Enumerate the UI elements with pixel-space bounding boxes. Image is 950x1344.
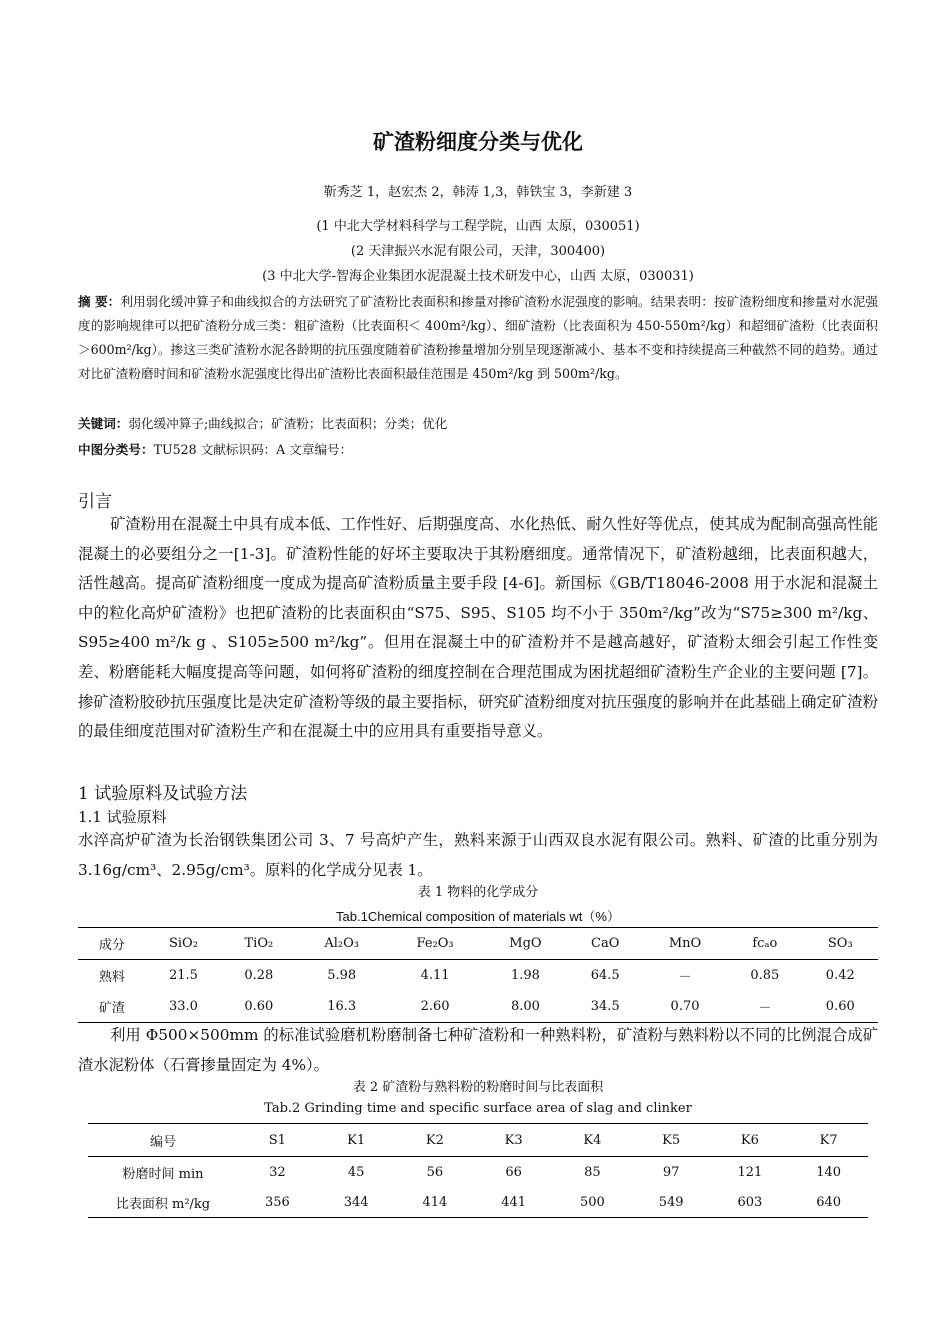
table-cell: 85	[584, 1164, 601, 1180]
table-row	[88, 1187, 868, 1218]
table1-caption-cn: 表 1 物料的化学成分	[417, 885, 539, 900]
table-cell: 0.85	[750, 968, 780, 983]
table1-header-cell: 成分	[78, 928, 146, 960]
table2-header-cell: K4	[553, 1124, 632, 1157]
table-cell: 34.5	[590, 999, 620, 1014]
table-cell: －	[758, 1001, 772, 1016]
table1-header-cell: SO₃	[803, 928, 878, 960]
table-cell: －	[678, 970, 692, 985]
paragraph-2-text: 利用 Φ500×500mm 的标准试验磨机粉磨制备七种矿渣粉和一种熟料粉，矿渣粉与熟料粉以不同的比例混合成矿渣水泥粉体（石膏掺量固定为 4%）。	[78, 1026, 878, 1074]
table-cell: 140	[816, 1164, 842, 1180]
table1	[78, 927, 878, 1023]
abstract-label: 摘 要：	[78, 294, 121, 309]
table2-caption-cn: 表 2 矿渣粉与熟料粉的粉磨时间与比表面积	[352, 1080, 604, 1095]
table2-header-cell: K5	[632, 1124, 711, 1157]
abstract	[78, 290, 878, 386]
table-cell: 344	[343, 1194, 369, 1210]
section1-1-heading: 1.1 试验原料	[78, 808, 167, 826]
table1-header-cell: Fe₂O₃	[387, 928, 484, 960]
table-cell: 21.5	[168, 968, 198, 983]
table-cell: 549	[658, 1194, 684, 1210]
table1-header-cell: TiO₂	[221, 928, 296, 960]
table2-header-cell: S1	[238, 1124, 317, 1157]
table-row	[78, 991, 878, 1023]
table2-header-cell: 编号	[88, 1124, 238, 1157]
table-cell: 603	[737, 1194, 763, 1210]
table1-header-cell: MnO	[643, 928, 727, 960]
table-cell: 33.0	[168, 999, 198, 1014]
table-cell: 414	[422, 1194, 448, 1210]
table-cell: 5.98	[327, 968, 357, 983]
section1-1-text: 水淬高炉矿渣为长治钢铁集团公司 3、7 号高炉产生，熟料来源于山西双良水泥有限公司。熟料、矿渣的比重分别为 3.16g/cm³、2.95g/cm³。原料的化学成分见表 1。	[78, 831, 878, 879]
table1-header-cell: CaO	[568, 928, 643, 960]
table2-header-cell: K6	[711, 1124, 790, 1157]
table2-header-cell: K7	[789, 1124, 868, 1157]
section1-heading: 1 试验原料及试验方法	[78, 784, 248, 804]
affiliation-3: (3 中北大学-智海企业集团水泥混凝土技术研发中心，山西 太原，030031)	[262, 269, 694, 284]
classification-label: 中图分类号：	[78, 442, 154, 457]
paragraph-2	[78, 1021, 878, 1080]
table2-header-cell: K2	[396, 1124, 475, 1157]
classification-text: TU528 文献标识码：A 文章编号：	[153, 442, 353, 457]
table1-caption-en: Tab.1Chemical composition of materials wt（%）	[336, 909, 620, 924]
table-cell: 441	[501, 1194, 527, 1210]
table-row	[88, 1157, 868, 1188]
table1-header-cell: MgO	[483, 928, 567, 960]
table-cell: 8.00	[510, 999, 540, 1014]
intro-text: 矿渣粉用在混凝土中具有成本低、工作性好、后期强度高、水化热低、耐久性好等优点，使其成为配制高强高性能混凝土的必要组分之一[1-3]。矿渣粉性能的好坏主要取决于其粉磨细度。通常情况下，矿渣粉越细，比表面积越大，活性越高。提高矿渣粉细度一度成为提高矿渣粉质量主要手段 [4-6]。新国标《GB/T18046-2008 用于水泥和混凝土中的粒化高炉矿渣粉》也把矿渣粉的比表面积由“S75、S95、S105 均不小于 350m²/kg”改为“S75≥300 m²/kg、S95≥400 m²/k g 、S105≥500 m²/kg”。但用在混凝土中的矿渣粉并不是越高越好，矿渣粉太细会引起工作性变差、粉磨能耗大幅度提高等问题，如何将矿渣粉的细度控制在合理范围成为困扰超细矿渣粉生产企业的主要问题 [7]。掺矿渣粉胶砂抗压强度比是决定矿渣粉等级的最主要指标，研究矿渣粉细度对抗压强度的影响并在此基础上确定矿渣粉的最佳细度范围对矿渣粉生产和在混凝土中的应用具有重要指导意义。	[78, 515, 878, 741]
table-cell: 熟料	[98, 970, 125, 985]
affiliation-2: (2 天津振兴水泥有限公司，天津，300400)	[350, 244, 606, 259]
classification	[78, 439, 878, 458]
table1-header-cell: fcₐo	[727, 928, 802, 960]
table-cell: 56	[426, 1164, 444, 1180]
table2-caption-en: Tab.2 Grinding time and specific surface area of slag and clinker	[264, 1101, 692, 1116]
table1-header-cell: Al₂O₃	[297, 928, 387, 960]
table-cell: 比表面积 m²/kg	[115, 1196, 211, 1212]
table-cell: 0.60	[825, 999, 855, 1014]
intro-heading: 引言	[78, 492, 112, 512]
table-cell: 0.42	[825, 968, 855, 983]
table-cell: 640	[816, 1194, 842, 1210]
table-cell: 97	[662, 1164, 680, 1180]
table-cell: 矿渣	[98, 1001, 125, 1016]
table-cell: 1.98	[510, 968, 540, 983]
table-cell: 粉磨时间 min	[122, 1166, 204, 1182]
affiliation-1: (1 中北大学材料科学与工程学院，山西 太原，030051)	[316, 219, 640, 234]
table-cell: 64.5	[590, 968, 620, 983]
table2-header-cell: K3	[474, 1124, 553, 1157]
keywords-label: 关键词：	[78, 416, 129, 431]
keywords	[78, 413, 878, 432]
table-cell: 121	[737, 1164, 763, 1180]
table-cell: 0.70	[670, 999, 700, 1014]
table1-header-row	[78, 928, 878, 960]
table-cell: 0.60	[244, 999, 274, 1014]
table1-header-cell: SiO₂	[146, 928, 221, 960]
table-cell: 4.11	[420, 968, 450, 983]
table-cell: 45	[347, 1164, 365, 1180]
intro-paragraph	[78, 510, 878, 747]
table-cell: 16.3	[327, 999, 357, 1014]
abstract-text: 利用弱化缓冲算子和曲线拟合的方法研究了矿渣粉比表面积和掺量对掺矿渣粉水泥强度的影响。结果表明：按矿渣粉细度和掺量对水泥强度的影响规律可以把矿渣粉分成三类：粗矿渣粉（比表面积＜ 400m²/kg）、细矿渣粉（比表面积为 450-550m²/kg）和超细矿渣粉（比表面积＞600m²/kg）。掺这三类矿渣粉水泥各龄期的抗压强度随着矿渣粉掺量增加分别呈现逐渐减小、基本不变和持续提高三种截然不同的趋势。通过对比矿渣粉磨时间和矿渣粉水泥强度比得出矿渣粉比表面积最佳范围是 450m²/kg 到 500m²/kg。	[78, 294, 879, 381]
table2	[88, 1123, 868, 1218]
table2-header-cell: K1	[317, 1124, 396, 1157]
table-cell: 2.60	[420, 999, 450, 1014]
table-cell: 66	[505, 1164, 522, 1180]
table-cell: 32	[269, 1164, 286, 1180]
table-cell: 500	[579, 1194, 605, 1210]
section1-1-paragraph	[78, 826, 878, 885]
keywords-text: 弱化缓冲算子;曲线拟合；矿渣粉；比表面积；分类；优化	[128, 416, 448, 431]
table2-header-row	[88, 1124, 868, 1157]
table-cell: 356	[264, 1194, 290, 1210]
table-row	[78, 960, 878, 992]
table-cell: 0.28	[244, 968, 274, 983]
paper-title: 矿渣粉细度分类与优化	[373, 130, 583, 154]
author-list: 靳秀芝 1，赵宏杰 2，韩涛 1,3，韩铁宝 3，李新建 3	[323, 185, 633, 200]
